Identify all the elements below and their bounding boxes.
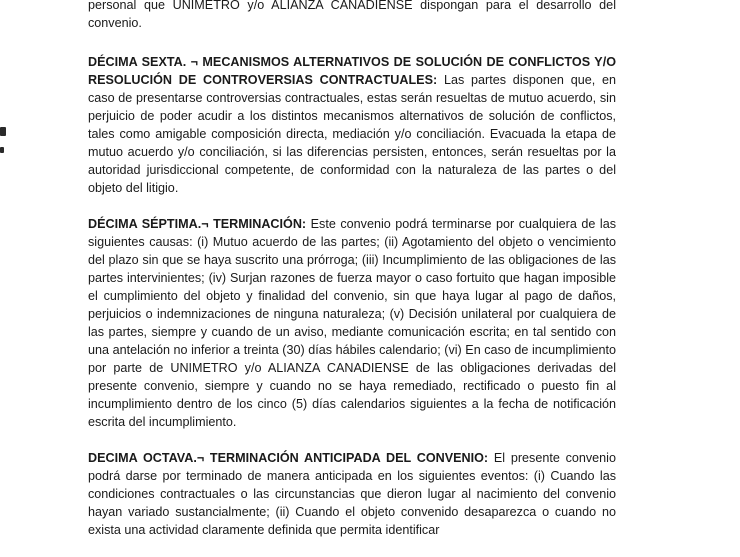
document-page [88,0,616,557]
clause-body: Este convenio podrá terminarse por cualquiera de las siguientes causas: (i) Mutuo acuerdo de las partes; (ii) Agotamiento del objeto o vencimiento del plazo sin que se haya suscrito una prórroga; (iii) Incumplimiento de las obligaciones de las partes intervinientes; (iv) Surjan razones de fuerza mayor o caso fortuito que hagan imposible el cumplimiento del objeto y finalidad del convenio, sin que haya lugar al pago de daños, perjuicios o indemnizaciones de ninguna naturaleza; (v) Decisión unilateral por cualquiera de las partes, siempre y cuando de un aviso, mediante comunicación escrita; en tal sentido con una antelación no inferior a treinta (30) días hábiles calendario; (vi) En caso de incumplimiento por parte de UNIMETRO y/o ALIANZA CANADIENSE de las obligaciones derivadas del presente convenio, siempre y cuando no se haya remediado, rectificado o puesto fin al incumplimiento dentro de los cinco (5) días calendarios siguientes a la fecha de notificación escrita del incumplimiento. [88,217,616,429]
clause-heading: DECIMA OCTAVA.¬ TERMINACIÓN ANTICIPADA DEL CONVENIO: [88,451,489,465]
clause-decima-septima [88,215,616,431]
clause-heading: DÉCIMA SÉPTIMA.¬ TERMINACIÓN: [88,217,307,231]
scan-margin-mark-bottom [0,147,4,153]
clause-heading: DÉCIMA SEXTA. ¬ MECANISMOS ALTERNATIVOS DE SOLUCIÓN DE CONFLICTOS Y/O RESOLUCIÓN DE CONTROVERSIAS CONTRACTUALES: [88,55,616,87]
scan-margin-mark-top [0,127,6,136]
clause-body: El presente convenio podrá darse por terminado de manera anticipada en los siguientes eventos: (i) Cuando las condiciones contractuales o las circunstancias que dieron lugar al nacimiento del convenio hayan variado sustancialmente; (ii) Cuando el objeto convenido desaparezca o cuando no exista una actividad claramente definida que permita identificar [88,451,616,537]
continued-paragraph: personal que UNIMETRO y/o ALIANZA CANADIENSE dispongan para el desarrollo del convenio. [88,0,616,30]
clause-body: Las partes disponen que, en caso de presentarse controversias contractuales, estas serán resueltas de mutuo acuerdo, sin perjuicio de poder acudir a los distintos mecanismos alternativos de solución de conflictos, tales como amigable composición directa, mediación y/o conciliación. Evacuada la etapa de mutuo acuerdo y/o conciliación, si las diferencias persisten, entonces, serán resueltas por la autoridad jurisdiccional competente, de conformidad con la naturaleza de las partes o del objeto del litigio. [88,73,616,195]
clause-decima-sexta [88,53,616,197]
clause-decima-octava [88,449,616,539]
